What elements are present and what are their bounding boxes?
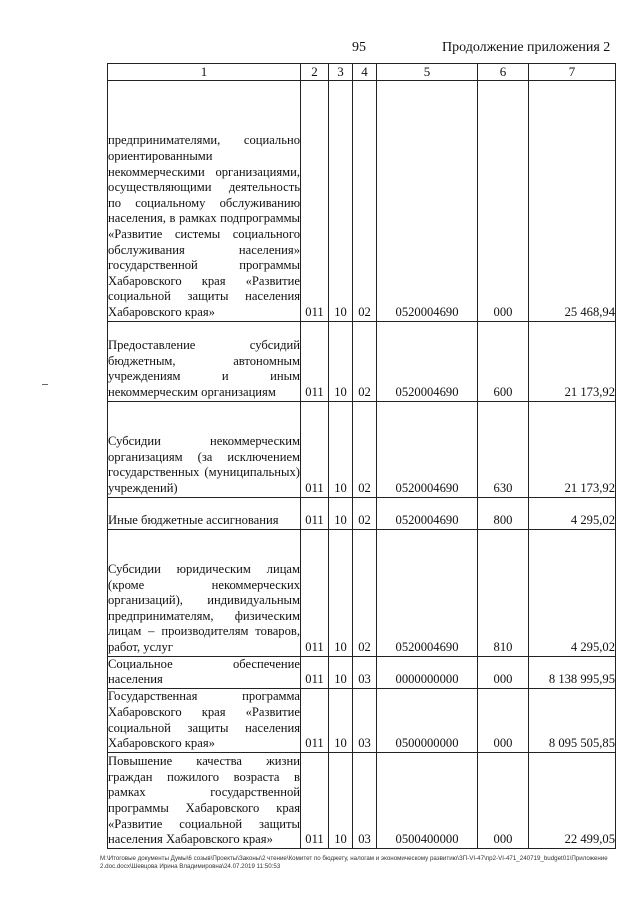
cell-pr: 03	[353, 688, 377, 752]
cell-sum: 8 138 995,95	[529, 656, 616, 688]
header-cell: 6	[478, 64, 529, 81]
table-row	[108, 80, 616, 321]
cell-rz: 10	[329, 688, 353, 752]
cell-vr: 000	[478, 656, 529, 688]
cell-rz: 10	[329, 656, 353, 688]
row-name: Государственная программа Хабаровского края «Развитие социальной защиты населения Хабаровского края»	[108, 688, 301, 752]
cell-vr: 000	[478, 688, 529, 752]
cell-gr: 011	[301, 529, 329, 656]
row-name: Предоставление субсидий бюджетным, автономным учреждениям и иным некоммерческим организациям	[108, 321, 301, 401]
cell-gr: 011	[301, 688, 329, 752]
header-cell: 3	[329, 64, 353, 81]
cell-gr: 011	[301, 752, 329, 848]
cell-sum: 8 095 505,85	[529, 688, 616, 752]
cell-gr: 011	[301, 321, 329, 401]
row-name: Повышение качества жизни граждан пожилого возраста в рамках государственной программы Хабаровского края «Развитие социальной защиты населения Хабаровского края»	[108, 752, 301, 848]
cell-rz: 10	[329, 752, 353, 848]
page-number: 95	[352, 40, 366, 55]
row-name: предпринимателями, социально ориентированными некоммерческими организациями, осуществляющими деятельность по социальному обслуживанию населения, в рамках подпрограммы «Развитие системы социального обслуживания населения» государственной программы Хабаровского края «Развитие социальной защиты населения Хабаровского края»	[108, 80, 301, 321]
cell-csr: 0520004690	[377, 401, 478, 497]
cell-sum: 21 173,92	[529, 401, 616, 497]
cell-pr: 02	[353, 497, 377, 529]
margin-mark	[42, 384, 48, 385]
row-name: Субсидии некоммерческим организациям (за исключением государственных (муниципальных) учреждений)	[108, 401, 301, 497]
cell-rz: 10	[329, 497, 353, 529]
cell-gr: 011	[301, 497, 329, 529]
cell-csr: 0520004690	[377, 80, 478, 321]
cell-gr: 011	[301, 656, 329, 688]
cell-sum: 4 295,02	[529, 529, 616, 656]
cell-rz: 10	[329, 321, 353, 401]
header-cell: 2	[301, 64, 329, 81]
table-row	[108, 529, 616, 656]
cell-csr: 0520004690	[377, 497, 478, 529]
row-name: Социальное обеспечение населения	[108, 656, 301, 688]
table-row	[108, 752, 616, 848]
cell-csr: 0520004690	[377, 321, 478, 401]
table-row	[108, 497, 616, 529]
cell-rz: 10	[329, 401, 353, 497]
cell-csr: 0500000000	[377, 688, 478, 752]
cell-sum: 21 173,92	[529, 321, 616, 401]
cell-vr: 600	[478, 321, 529, 401]
cell-sum: 4 295,02	[529, 497, 616, 529]
table-row	[108, 401, 616, 497]
header-cell: 1	[108, 64, 301, 81]
header-row	[108, 64, 616, 81]
cell-sum: 25 468,94	[529, 80, 616, 321]
file-path-footer: М:\Итоговые документы Думы\6 созыв\Проекты\Законы\2 чтение\Комитет по бюджету, налогам и экономическому развитию\ЗП-VI-47\пр2-VI-471_240719_budget01\Приложение 2.doc.docx\Шевцова Ирина Владимировна\24.07.2019 11:50:53	[100, 855, 608, 870]
continuation-label: Продолжение приложения 2	[442, 40, 611, 55]
cell-pr: 02	[353, 529, 377, 656]
cell-pr: 03	[353, 752, 377, 848]
cell-sum: 22 499,05	[529, 752, 616, 848]
cell-vr: 000	[478, 80, 529, 321]
cell-vr: 800	[478, 497, 529, 529]
table-row	[108, 656, 616, 688]
header-cell: 4	[353, 64, 377, 81]
row-name: Субсидии юридическим лицам (кроме некоммерческих организаций), индивидуальным предпринимателям, физическим лицам – производителям товаров, работ, услуг	[108, 529, 301, 656]
table-row	[108, 321, 616, 401]
cell-pr: 02	[353, 80, 377, 321]
cell-vr: 810	[478, 529, 529, 656]
cell-rz: 10	[329, 529, 353, 656]
cell-pr: 02	[353, 321, 377, 401]
row-name: Иные бюджетные ассигнования	[108, 497, 301, 529]
cell-csr: 0520004690	[377, 529, 478, 656]
table-row	[108, 688, 616, 752]
cell-vr: 000	[478, 752, 529, 848]
header-cell: 5	[377, 64, 478, 81]
cell-gr: 011	[301, 401, 329, 497]
cell-rz: 10	[329, 80, 353, 321]
cell-vr: 630	[478, 401, 529, 497]
cell-gr: 011	[301, 80, 329, 321]
cell-pr: 03	[353, 656, 377, 688]
cell-pr: 02	[353, 401, 377, 497]
cell-csr: 0500400000	[377, 752, 478, 848]
cell-csr: 0000000000	[377, 656, 478, 688]
budget-table	[107, 63, 616, 849]
header-cell: 7	[529, 64, 616, 81]
